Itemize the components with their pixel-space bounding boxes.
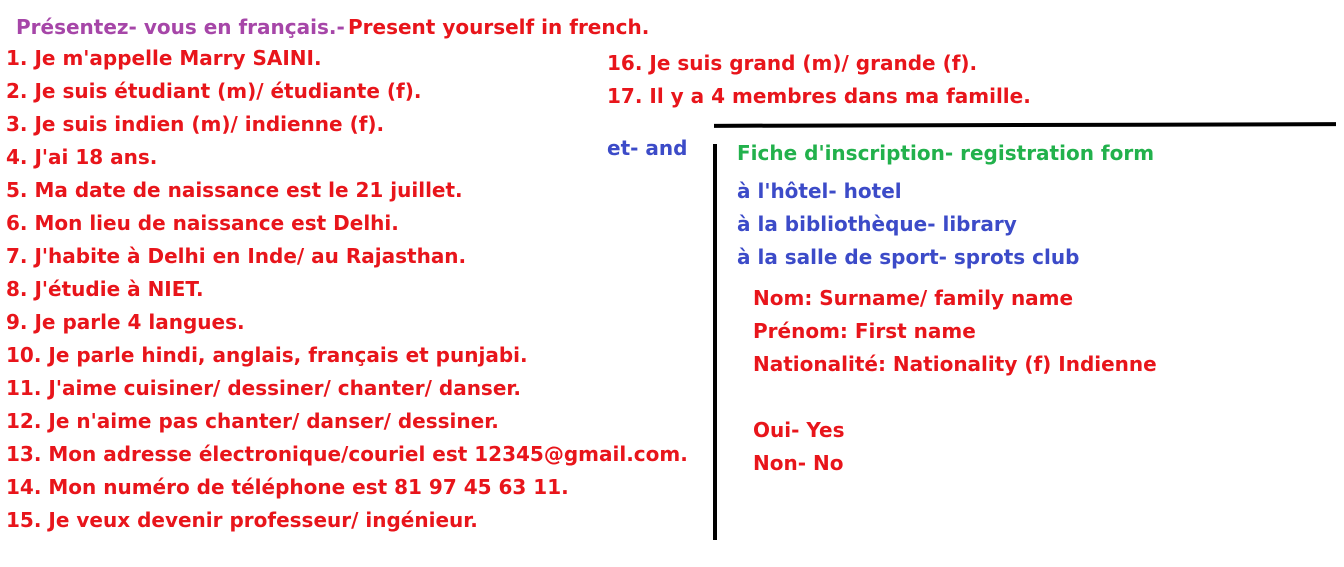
list-item: 8. J'étudie à NIET. <box>6 277 204 301</box>
form-place-item: à la bibliothèque- library <box>737 212 1017 236</box>
header-title-french: Présentez- vous en français.- <box>16 15 345 39</box>
header-title-english: Present yourself in french. <box>348 15 650 39</box>
list-item: 15. Je veux devenir professeur/ ingénieur. <box>6 508 478 532</box>
list-item: 2. Je suis étudiant (m)/ étudiante (f). <box>6 79 422 103</box>
form-field-item: Nom: Surname/ family name <box>753 286 1074 310</box>
list-item: 11. J'aime cuisiner/ dessiner/ chanter/ danser. <box>6 376 522 400</box>
list-item: 13. Mon adresse électronique/couriel est 12345@gmail.com. <box>6 442 688 466</box>
vertical-divider <box>713 144 717 540</box>
list-item: 1. Je m'appelle Marry SAINI. <box>6 46 322 70</box>
list-item: 3. Je suis indien (m)/ indienne (f). <box>6 112 385 136</box>
form-place-item: à la salle de sport- sprots club <box>737 245 1080 269</box>
form-field-item: Prénom: First name <box>753 319 976 343</box>
list-item: 16. Je suis grand (m)/ grande (f). <box>607 51 978 75</box>
list-item: 10. Je parle hindi, anglais, français et punjabi. <box>6 343 528 367</box>
list-item: 5. Ma date de naissance est le 21 juillet. <box>6 178 463 202</box>
horizontal-divider <box>714 122 1336 128</box>
form-title: Fiche d'inscription- registration form <box>737 141 1155 165</box>
form-field-item: Nationalité: Nationality (f) Indienne <box>753 352 1157 376</box>
list-item: 9. Je parle 4 langues. <box>6 310 245 334</box>
list-item: 4. J'ai 18 ans. <box>6 145 158 169</box>
list-item: 17. Il y a 4 membres dans ma famille. <box>607 84 1031 108</box>
answer-no: Non- No <box>753 451 844 475</box>
et-and-label: et- and <box>607 136 688 160</box>
answer-yes: Oui- Yes <box>753 418 845 442</box>
list-item: 6. Mon lieu de naissance est Delhi. <box>6 211 399 235</box>
list-item: 12. Je n'aime pas chanter/ danser/ dessiner. <box>6 409 499 433</box>
list-item: 14. Mon numéro de téléphone est 81 97 45 63 11. <box>6 475 569 499</box>
form-place-item: à l'hôtel- hotel <box>737 179 902 203</box>
list-item: 7. J'habite à Delhi en Inde/ au Rajasthan. <box>6 244 467 268</box>
